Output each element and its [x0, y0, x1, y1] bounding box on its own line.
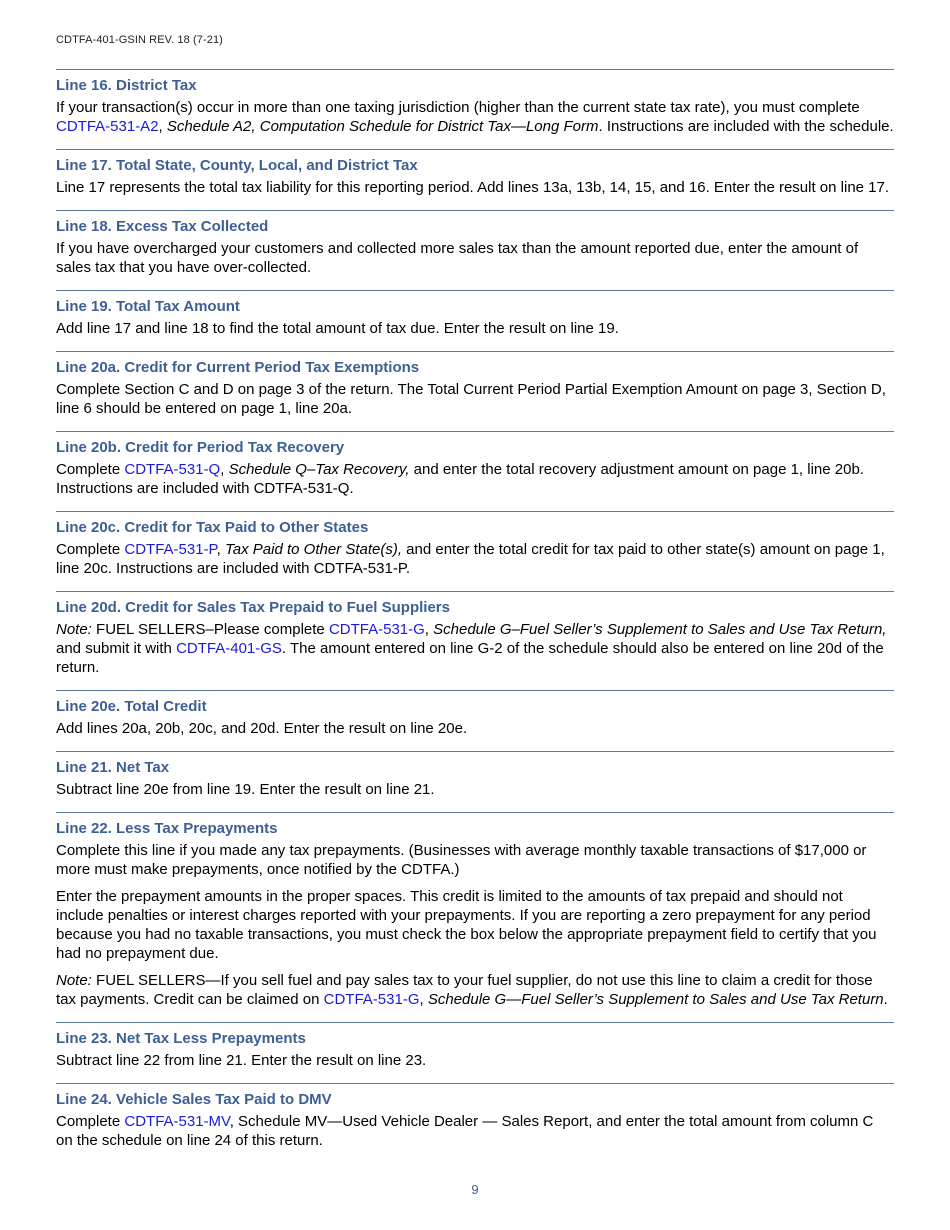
body-text: FUEL SELLERS—If you sell fuel and pay sales tax to your fuel supplier, do not use this line to claim a credit for those tax payments. Credit can be claimed on: [56, 972, 873, 1008]
section-paragraph: [56, 178, 894, 197]
section-heading: Line 20d. Credit for Sales Tax Prepaid to Fuel Suppliers: [56, 599, 450, 616]
instruction-section: [56, 591, 894, 690]
section-paragraph: [56, 887, 894, 963]
body-text: Complete: [56, 461, 125, 478]
italic-text: Tax Paid to Other State(s),: [224, 541, 403, 558]
italic-text: Note:: [56, 621, 92, 638]
body-text: Complete: [56, 541, 125, 558]
body-text: ,: [220, 461, 229, 478]
section-paragraph: [56, 1051, 894, 1070]
section-paragraph: [56, 1112, 894, 1150]
body-text: Complete Section C and D on page 3 of the return. The Total Current Period Partial Exemption Amount on page 3, Section D, line 6 should be entered on page 1, line 20a.: [56, 381, 886, 417]
form-id-header: CDTFA-401-GSIN REV. 18 (7-21): [56, 34, 223, 46]
section-paragraph: [56, 98, 894, 136]
form-link[interactable]: CDTFA-531-A2: [56, 118, 159, 135]
form-link[interactable]: CDTFA-531-G: [328, 621, 425, 638]
italic-text: Schedule G–Fuel Seller’s Supplement to Sales and Use Tax Return,: [433, 621, 887, 638]
section-heading: Line 20b. Credit for Period Tax Recovery: [56, 439, 345, 456]
form-link[interactable]: CDTFA-531-MV: [124, 1113, 230, 1130]
section-heading: Line 16. District Tax: [56, 77, 197, 94]
section-heading: Line 20a. Credit for Current Period Tax Exemptions: [56, 359, 420, 376]
body-text: Subtract line 22 from line 21. Enter the result on line 23.: [56, 1052, 427, 1069]
instruction-section: [56, 1022, 894, 1083]
form-link[interactable]: CDTFA-531-P: [124, 541, 217, 558]
body-text: . The amount entered on line G-2 of the schedule should also be entered on line 20d of the return.: [56, 640, 884, 676]
body-text: ,: [158, 118, 167, 135]
instruction-section: [56, 431, 894, 511]
instruction-section: [56, 210, 894, 290]
body-text: Line 17 represents the total tax liability for this reporting period. Add lines 13a, 13b, 14, 15, and 16. Enter the result on line 17.: [56, 179, 890, 196]
section-paragraph: [56, 319, 894, 338]
section-heading: Line 21. Net Tax: [56, 759, 170, 776]
section-paragraph: [56, 841, 894, 879]
instruction-section: [56, 69, 894, 149]
body-text: .: [883, 991, 888, 1008]
section-paragraph: [56, 540, 894, 578]
instruction-section: [56, 351, 894, 431]
body-text: If your transaction(s) occur in more than one taxing jurisdiction (higher than the current state tax rate), you must complete: [56, 99, 860, 116]
body-text: Complete this line if you made any tax prepayments. (Businesses with average monthly taxable transactions of $17,000 or more must make prepayments, once notified by the CDTFA.): [56, 842, 867, 878]
body-text: Add lines 20a, 20b, 20c, and 20d. Enter the result on line 20e.: [56, 720, 468, 737]
section-heading: Line 24. Vehicle Sales Tax Paid to DMV: [56, 1091, 332, 1108]
body-text: . Instructions are included with the schedule.: [598, 118, 894, 135]
section-heading: Line 20c. Credit for Tax Paid to Other States: [56, 519, 369, 536]
page-number: 9: [471, 1182, 479, 1197]
section-paragraph: [56, 239, 894, 277]
section-heading: Line 19. Total Tax Amount: [56, 298, 240, 315]
body-text: Complete: [56, 1113, 125, 1130]
instruction-section: [56, 149, 894, 210]
section-heading: Line 22. Less Tax Prepayments: [56, 820, 278, 837]
instruction-section: [56, 690, 894, 751]
instruction-section: [56, 511, 894, 591]
italic-text: Schedule Q–Tax Recovery,: [228, 461, 410, 478]
form-link[interactable]: CDTFA-531-Q: [124, 461, 221, 478]
section-heading: Line 23. Net Tax Less Prepayments: [56, 1030, 306, 1047]
section-paragraph: [56, 780, 894, 799]
italic-text: Schedule A2, Computation Schedule for District Tax—Long Form: [166, 118, 599, 135]
instruction-section: [56, 751, 894, 812]
section-paragraph: [56, 971, 894, 1009]
form-link[interactable]: CDTFA-401-GS: [176, 640, 282, 657]
form-link[interactable]: CDTFA-531-G: [323, 991, 420, 1008]
body-text: If you have overcharged your customers and collected more sales tax than the amount reported due, enter the amount of sales tax that you have over-collected.: [56, 240, 859, 276]
section-paragraph: [56, 380, 894, 418]
body-text: Enter the prepayment amounts in the proper spaces. This credit is limited to the amounts of tax prepaid and should not include penalties or interest charges reported with your prepayments. If you are reporting a zero prepayment for any period because you had no taxable transactions, you must check the box below the appropriate prepayment field to certify that you had no prepayment due.: [56, 888, 877, 962]
body-text: ,: [424, 621, 434, 638]
italic-text: Note:: [56, 972, 92, 989]
instruction-section: [56, 290, 894, 351]
body-text: Subtract line 20e from line 19. Enter the result on line 21.: [56, 781, 435, 798]
body-text: and enter the total credit for tax paid to other state(s) amount on page 1, line 20c. Instructions are included with CDTFA-531-P.: [56, 541, 885, 577]
section-heading: Line 20e. Total Credit: [56, 698, 207, 715]
body-text: FUEL SELLERS–Please complete: [91, 621, 329, 638]
instructions-body: [56, 69, 894, 1163]
body-text: Add line 17 and line 18 to find the total amount of tax due. Enter the result on line 19.: [56, 320, 619, 337]
section-heading: Line 17. Total State, County, Local, and District Tax: [56, 157, 418, 174]
instruction-section: [56, 1083, 894, 1163]
body-text: ,: [216, 541, 225, 558]
italic-text: Schedule G—Fuel Seller’s Supplement to Sales and Use Tax Return: [427, 991, 884, 1008]
body-text: , Schedule MV—Used Vehicle Dealer — Sales Report, and enter the total amount from column C on the schedule on line 24 of this return.: [56, 1113, 874, 1149]
body-text: and submit it with: [56, 640, 177, 657]
section-paragraph: [56, 460, 894, 498]
instruction-section: [56, 812, 894, 1022]
body-text: ,: [419, 991, 428, 1008]
section-paragraph: [56, 719, 894, 738]
section-heading: Line 18. Excess Tax Collected: [56, 218, 269, 235]
body-text: and enter the total recovery adjustment amount on page 1, line 20b. Instructions are included with CDTFA-531-Q.: [56, 461, 864, 497]
section-paragraph: [56, 620, 894, 677]
